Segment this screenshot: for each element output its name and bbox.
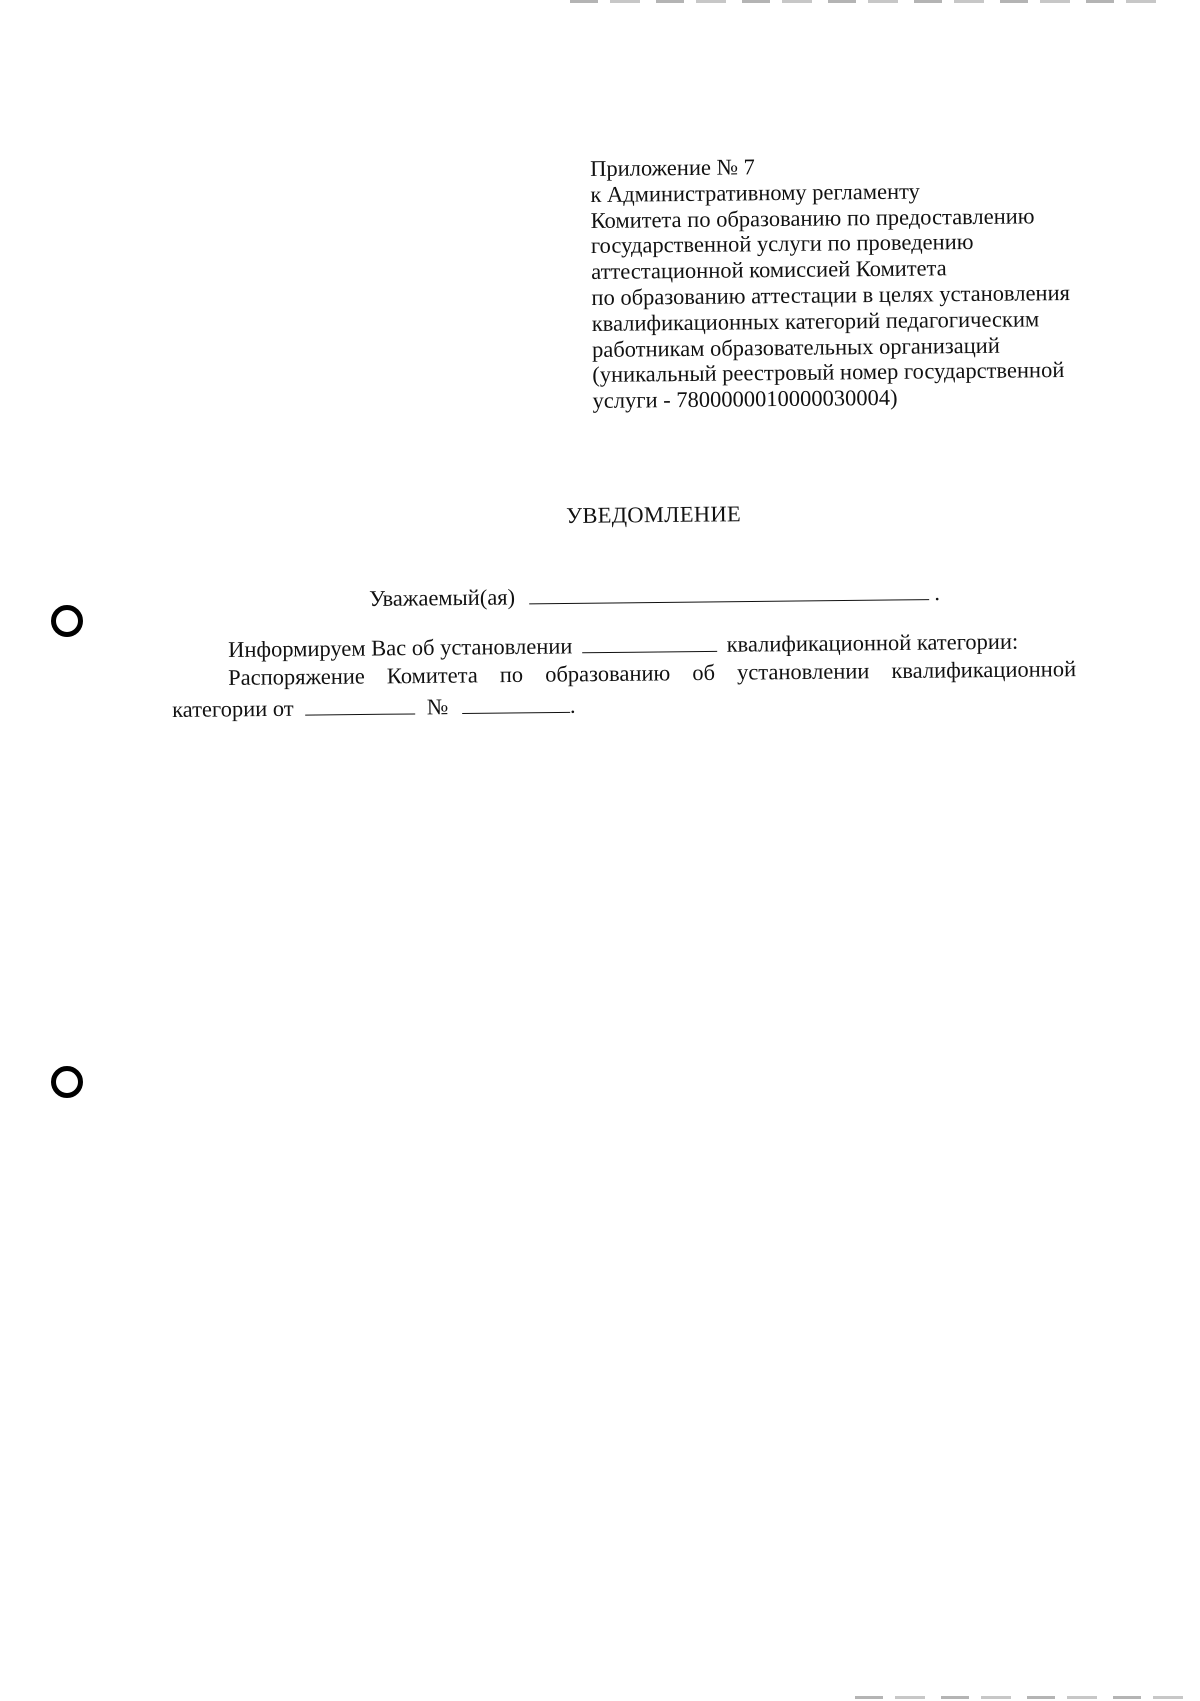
paragraph-word: квалификационной xyxy=(891,656,1077,684)
appendix-line: аттестационной комиссией Комитета xyxy=(591,255,947,285)
paragraph-word: установлении xyxy=(736,658,870,685)
salutation-line xyxy=(369,580,940,612)
number-sign: № xyxy=(426,694,449,720)
paragraph-word: образованию xyxy=(545,660,671,687)
punch-hole xyxy=(51,605,83,637)
paragraph-word: об xyxy=(692,659,716,686)
paragraph-text: Информируем Вас об установлении xyxy=(228,633,573,662)
paragraph-text: категории от xyxy=(172,695,294,722)
recipient-name-blank[interactable] xyxy=(529,581,929,604)
order-date-blank[interactable] xyxy=(305,695,415,715)
salutation-end: . xyxy=(934,580,941,606)
category-blank[interactable] xyxy=(582,633,717,653)
paragraph-word: Комитета xyxy=(386,662,478,689)
paragraph-word: Распоряжение xyxy=(228,663,365,690)
appendix-line: квалификационных категорий педагогическим xyxy=(591,306,1040,336)
order-number-blank[interactable] xyxy=(462,694,570,714)
punch-hole xyxy=(51,1066,83,1098)
paragraph-word: по xyxy=(499,661,524,688)
appendix-line: Комитета по образованию по предоставлению xyxy=(590,202,1035,233)
appendix-line: по образованию аттестации в целях установления xyxy=(591,279,1071,310)
scan-artifact-top xyxy=(570,0,1170,3)
document-title: УВЕДОМЛЕНИЕ xyxy=(566,501,742,528)
scan-artifact-bottom xyxy=(855,1696,1185,1699)
appendix-line: государственной услуги по проведению xyxy=(590,229,974,259)
appendix-line: услуги - 7800000010000030004) xyxy=(592,384,898,414)
salutation-label: Уважаемый(ая) xyxy=(369,584,516,611)
appendix-line: к Административному регламенту xyxy=(590,178,920,207)
appendix-header xyxy=(590,150,1133,414)
appendix-line: работникам образовательных организаций xyxy=(591,332,1000,362)
appendix-line: (уникальный реестровый номер государственной xyxy=(592,357,1065,388)
paragraph-text: квалификационной категории: xyxy=(726,628,1019,657)
appendix-line: Приложение № 7 xyxy=(590,154,755,181)
order-details-line xyxy=(172,693,576,723)
line-end: . xyxy=(569,692,576,718)
